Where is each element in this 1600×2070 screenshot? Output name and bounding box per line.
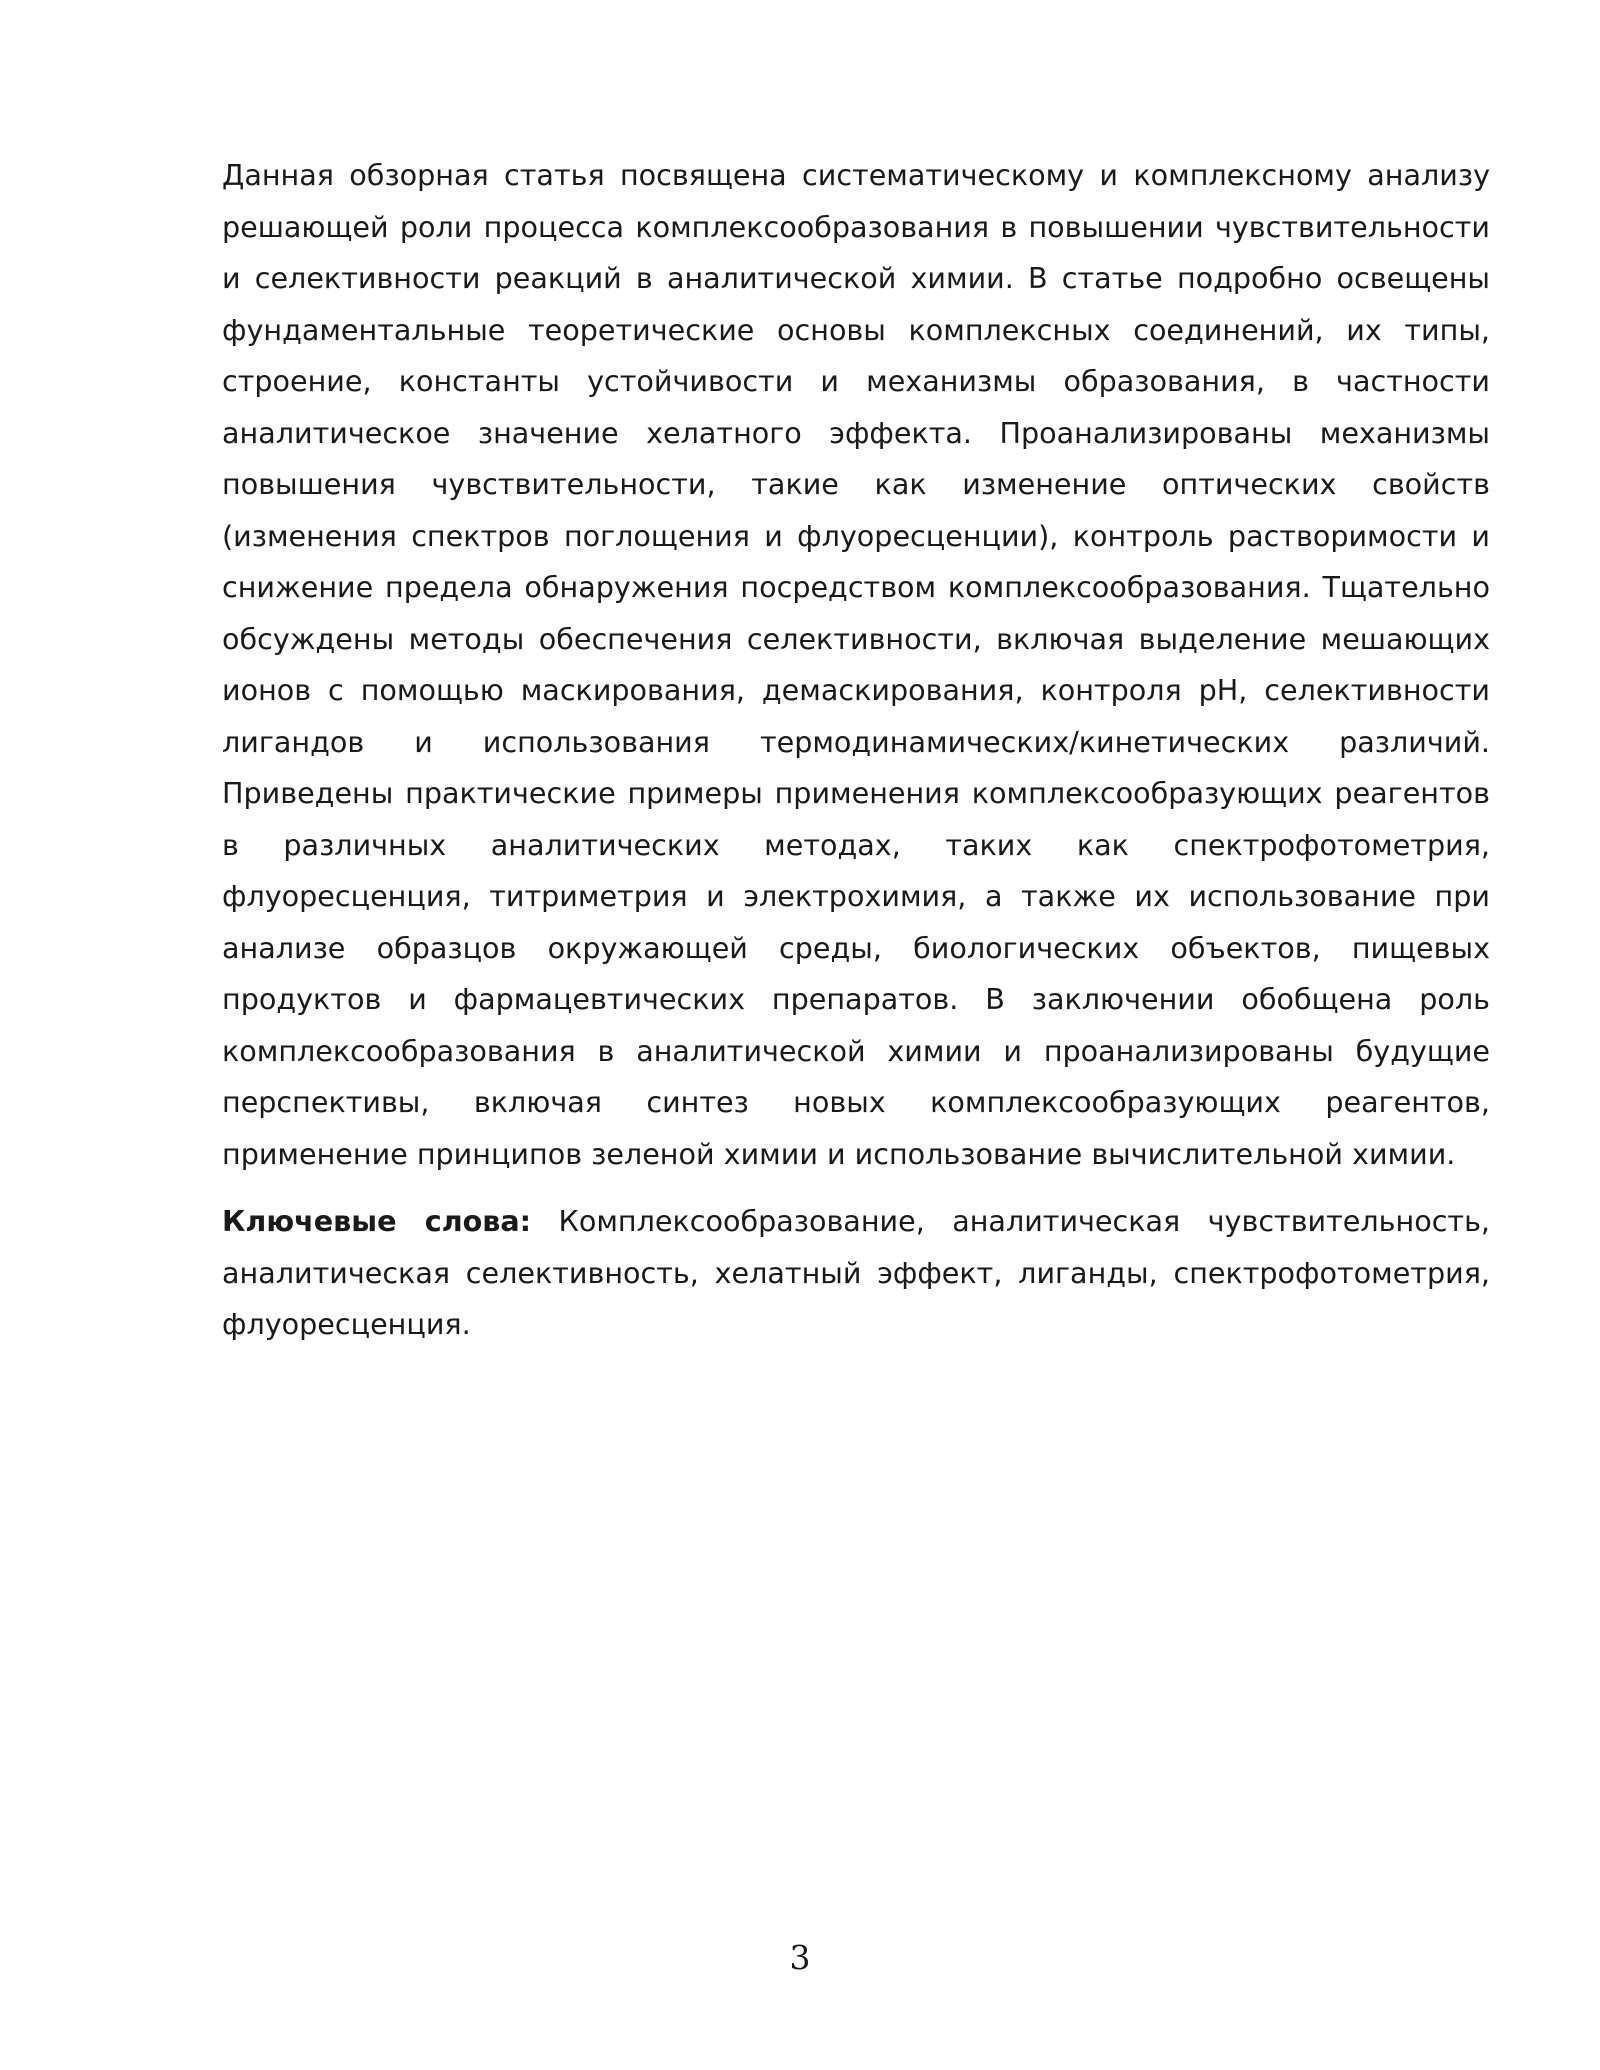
- keywords-paragraph: [222, 1196, 1490, 1351]
- keywords-text: Комплексообразование, аналитическая чувствительность, аналитическая селективность, хелатный эффект, лиганды, спектрофотометрия, флуоресценция.: [222, 1204, 1491, 1341]
- abstract-paragraph: Данная обзорная статья посвящена систематическому и комплексному анализу решающей роли процесса комплексообразования в повышении чувствительности и селективности реакций в аналитической химии. В статье подробно освещены фундаментальные теоретические основы комплексных соединений, их типы, строение, константы устойчивости и механизмы образования, в частности аналитическое значение хелатного эффекта. Проанализированы механизмы повышения чувствительности, такие как изменение оптических свойств (изменения спектров поглощения и флуоресценции), контроль растворимости и снижение предела обнаружения посредством комплексообразования. Тщательно обсуждены методы обеспечения селективности, включая выделение мешающих ионов с помощью маскирования, демаскирования, контроля pH, селективности лигандов и использования термодинамических/кинетических различий. Приведены практические примеры применения комплексообразующих реагентов в различных аналитических методах, таких как спектрофотометрия, флуоресценция, титриметрия и электрохимия, а также их использование при анализе образцов окружающей среды, биологических объектов, пищевых продуктов и фармацевтических препаратов. В заключении обобщена роль комплексообразования в аналитической химии и проанализированы будущие перспективы, включая синтез новых комплексообразующих реагентов, применение принципов зеленой химии и использование вычислительной химии.: [222, 158, 1490, 1171]
- page-number: 3: [789, 1938, 811, 1977]
- keywords-label: Ключевые слова:: [222, 1204, 532, 1238]
- page-content: [222, 150, 1490, 1351]
